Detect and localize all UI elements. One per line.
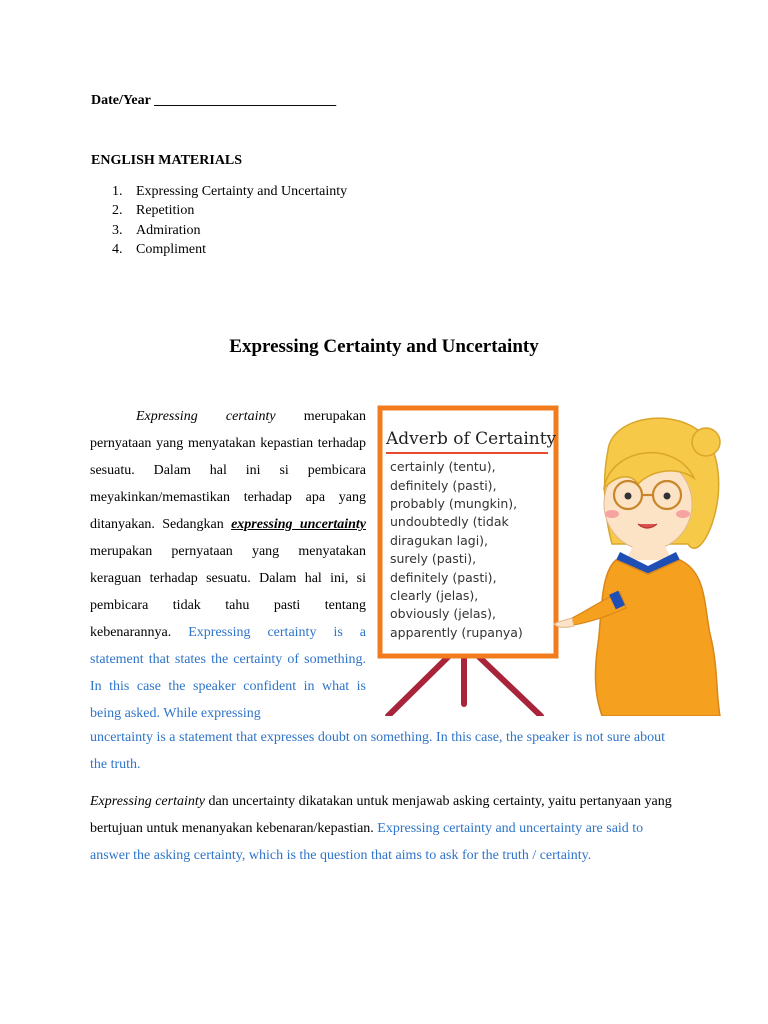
paragraph-1-text-a: merupakan pernyataan yang menyatakan kepastian terhadap sesuatu. Dalam hal ini si pembicara meyakinkan/memastikan terhadap apa yang ditanyakan. Sedangkan bbox=[90, 409, 366, 532]
list-number: 3. bbox=[112, 222, 123, 238]
materials-heading: ENGLISH MATERIALS bbox=[91, 153, 243, 168]
list-item-label: Admiration bbox=[136, 222, 201, 238]
term-expressing-uncertainty: expressing uncertainty bbox=[231, 517, 366, 532]
list-item bbox=[112, 201, 347, 220]
term-expressing-certainty: Expressing certainty bbox=[136, 409, 276, 424]
easel-legs bbox=[388, 654, 541, 716]
blush-right bbox=[676, 510, 690, 518]
date-blank: __________________________ bbox=[154, 93, 337, 108]
list-item bbox=[112, 182, 347, 201]
paragraph-1-english-tail: uncertainty is a statement that expresses doubt on something. In this case, the speaker is not sure about the truth. bbox=[90, 730, 666, 772]
board-line: definitely (pasti), bbox=[390, 570, 497, 585]
hair-bun bbox=[692, 428, 720, 456]
list-number: 4. bbox=[112, 241, 123, 257]
board-line: definitely (pasti), bbox=[390, 478, 497, 493]
date-year-line bbox=[91, 93, 336, 109]
materials-list bbox=[112, 182, 347, 259]
list-item-label: Compliment bbox=[136, 241, 206, 257]
paragraph-1-english: Expressing certainty is a statement that states the certainty of something. In this case the speaker confident in what is being asked. While expressing bbox=[90, 625, 366, 721]
blush-left bbox=[605, 510, 619, 518]
list-item bbox=[112, 240, 347, 259]
list-item-label: Repetition bbox=[136, 203, 195, 219]
section-title: Expressing Certainty and Uncertainty bbox=[229, 336, 539, 357]
eye-left bbox=[625, 493, 632, 500]
list-number: 1. bbox=[112, 184, 123, 199]
list-item-label: Expressing Certainty and Uncertainty bbox=[136, 184, 348, 199]
paragraph-1 bbox=[90, 403, 366, 727]
dress bbox=[595, 560, 720, 716]
board-line: obviously (jelas), bbox=[390, 606, 496, 621]
list-number: 2. bbox=[112, 203, 123, 219]
teacher-board-illustration bbox=[376, 404, 726, 716]
board-line: apparently (rupanya) bbox=[390, 625, 523, 640]
paragraph-2 bbox=[90, 788, 678, 869]
board-line: probably (mungkin), bbox=[390, 496, 518, 511]
paragraph-1-text-b: merupakan pernyataan yang menyatakan keraguan terhadap sesuatu. Dalam hal ini, si pembicara tidak tahu pasti tentang kebenarannya. bbox=[90, 544, 366, 640]
board-line: clearly (jelas), bbox=[390, 588, 479, 603]
paragraph-2-text: dan uncertainty dikatakan untuk menjawab asking certainty, yaitu pertanyaan yang bertujuan untuk menanyakan kebenaran/kepastian. bbox=[90, 794, 672, 836]
board-line: surely (pasti), bbox=[390, 551, 477, 566]
board-line: certainly (tentu), bbox=[390, 459, 496, 474]
date-label: Date/Year bbox=[91, 93, 151, 108]
term-expressing-certainty-2: Expressing certainty bbox=[90, 794, 205, 809]
board-line: diragukan lagi), bbox=[390, 533, 489, 548]
board-title: Adverb of Certainty bbox=[386, 429, 557, 449]
teacher-figure bbox=[554, 418, 720, 716]
paragraph-2-english: Expressing certainty and uncertainty are said to answer the asking certainty, which is the question that aims to ask for the truth / certainty. bbox=[90, 821, 644, 863]
eye-right bbox=[664, 493, 671, 500]
board-line: undoubtedly (tidak bbox=[390, 514, 509, 529]
list-item bbox=[112, 221, 347, 240]
